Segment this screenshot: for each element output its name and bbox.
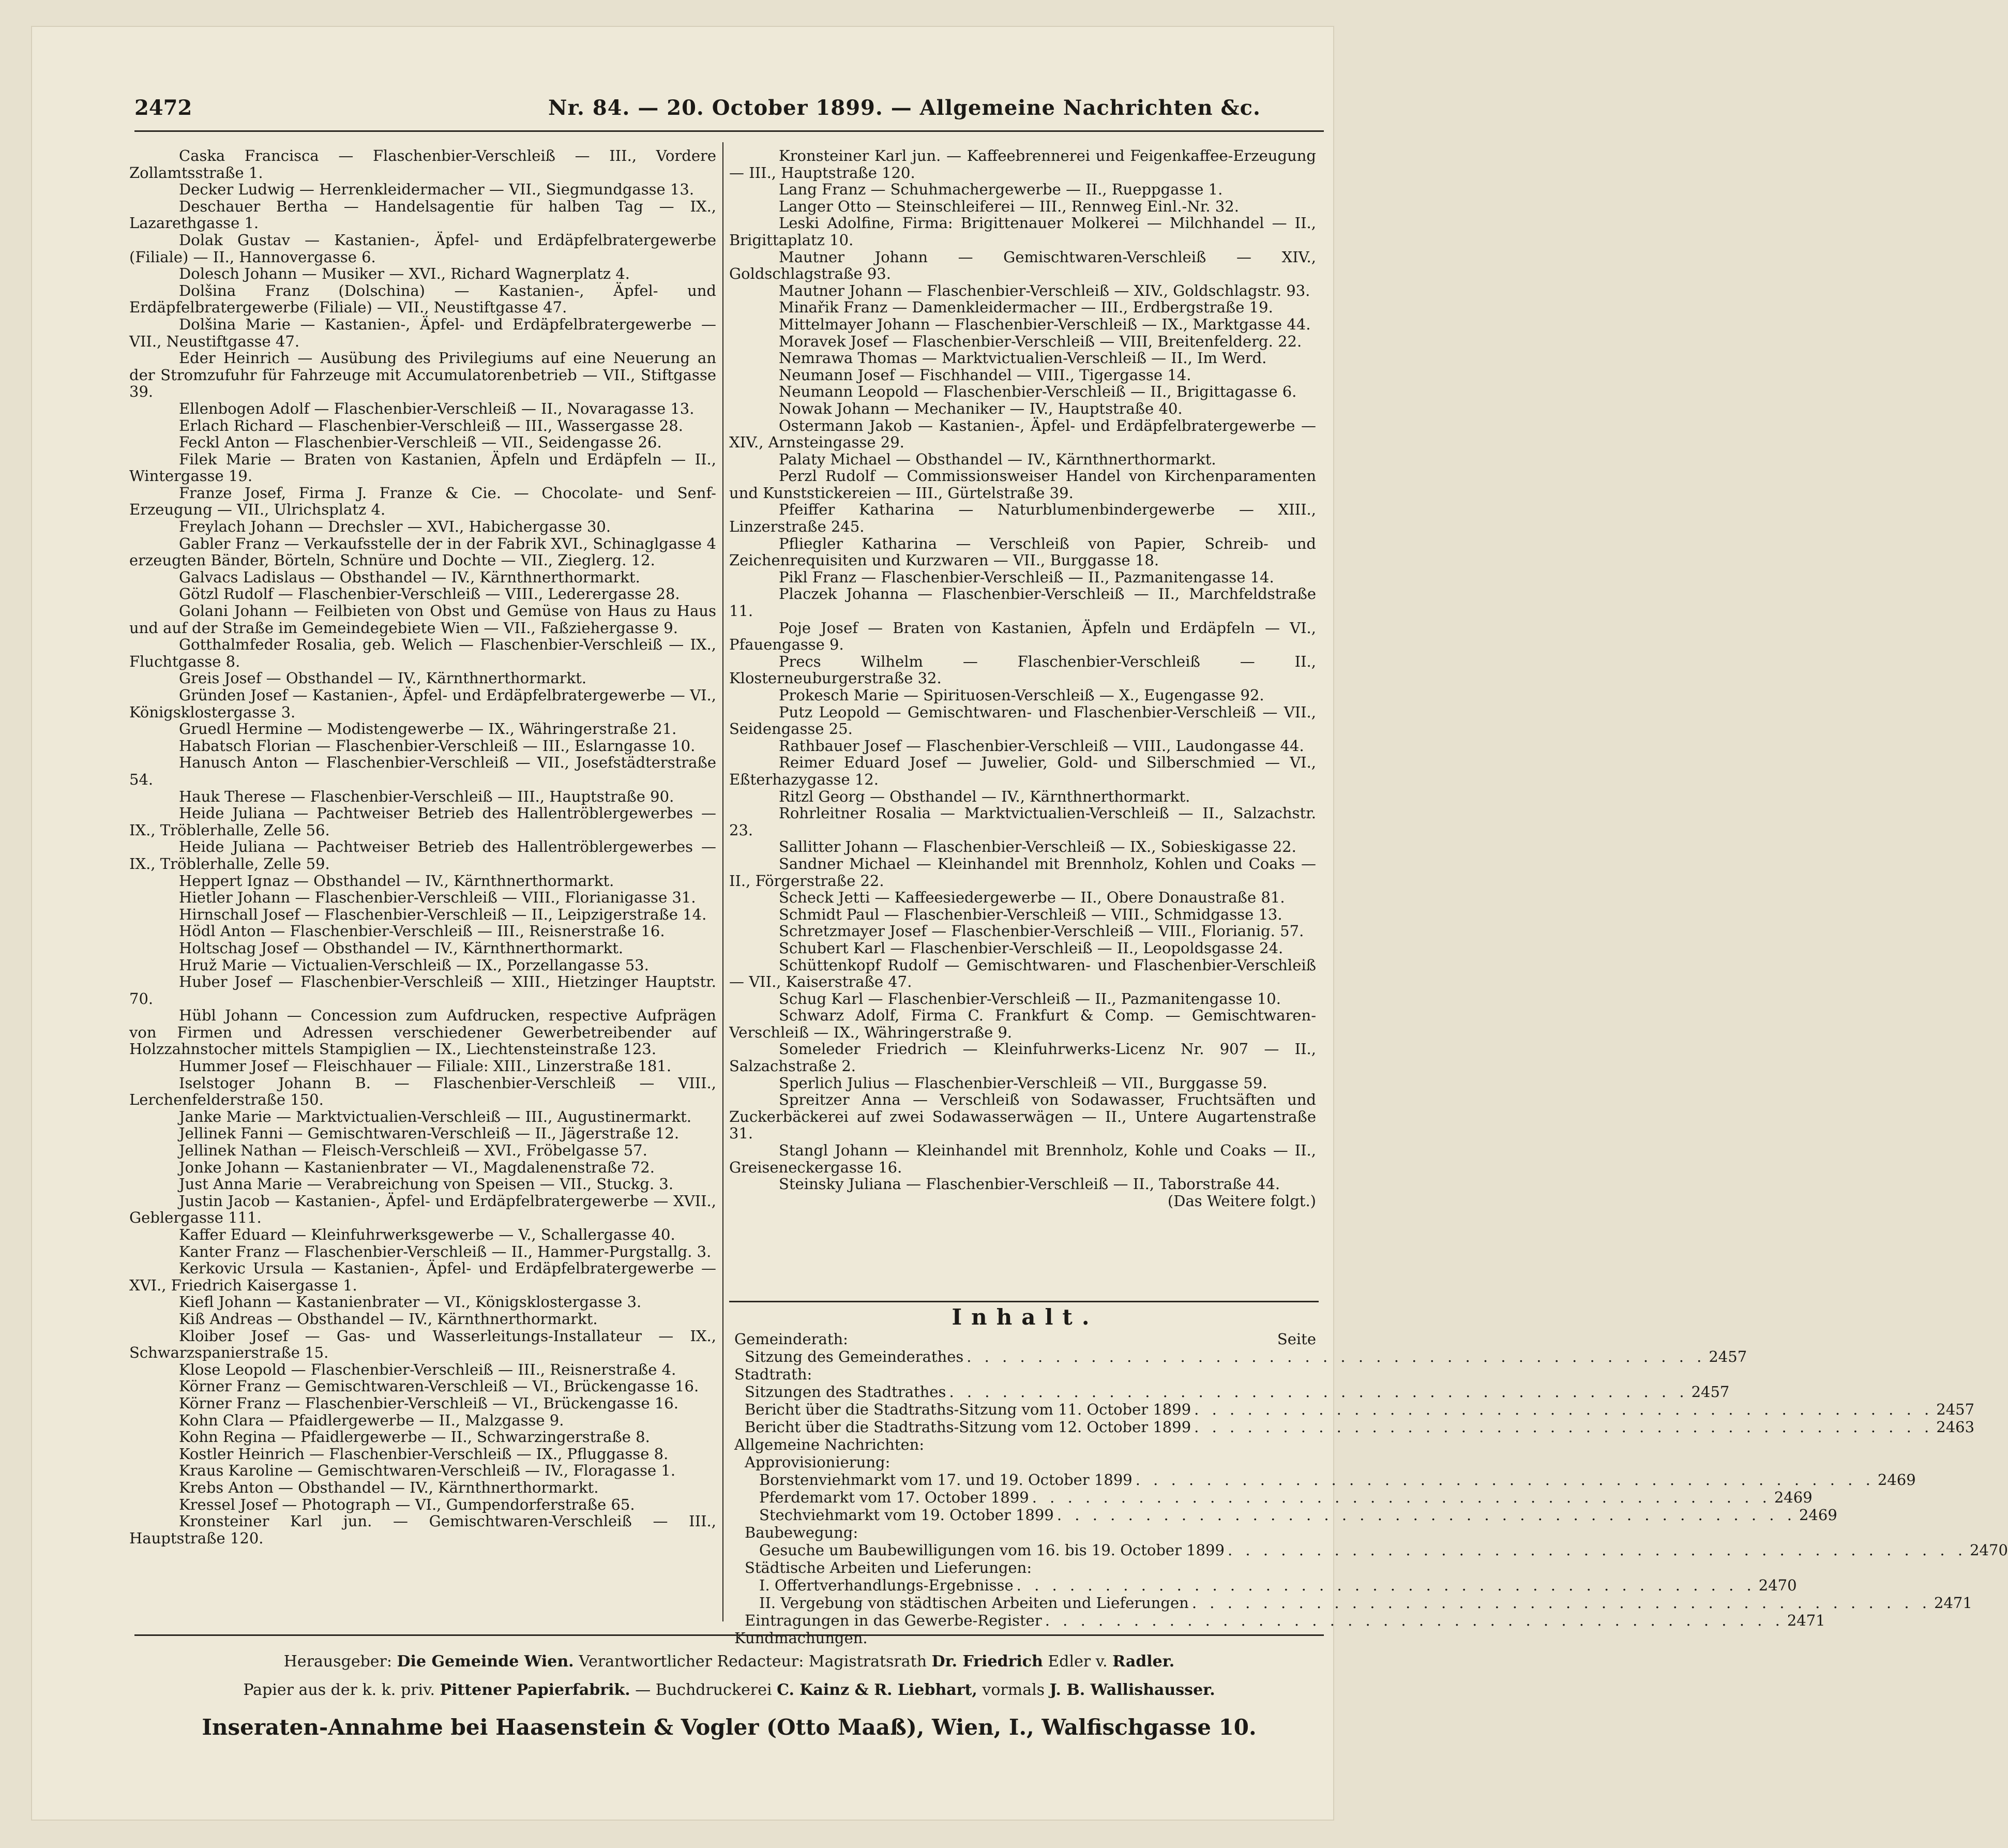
register-entry: Klose Leopold — Flaschenbier-Verschleiß — III., Reisnerstraße 4. [179, 1360, 676, 1378]
contents-header-row [734, 1330, 1316, 1348]
register-entry: Kohn Regina — Pfaidlergewerbe — II., Schwarzingerstraße 8. [179, 1428, 650, 1446]
register-entry: Reimer Eduard Josef — Juwelier, Gold- und Silberschmied — VI., Eßterhazygasse 12. [729, 754, 1316, 788]
register-entry: Pfeiffer Katharina — Naturblumenbindergewerbe — XIII., Linzerstraße 245. [729, 501, 1316, 536]
contents-page-number: 2470 [1758, 1576, 1797, 1594]
register-entry: Sperlich Julius — Flaschenbier-Verschleiß — VII., Burggasse 59. [779, 1074, 1267, 1092]
editor-name: Dr. Friedrich [931, 1652, 1043, 1671]
dot-leader: . . . . . . . . . . . . . . . . . . . . . . . . . . . . . . . . . . . . . . . . . . [1056, 1506, 1796, 1524]
contents-page-number: 2471 [1934, 1594, 1972, 1612]
contents-page-number: 2469 [1877, 1471, 1916, 1489]
register-entry: Neumann Leopold — Flaschenbier-Verschleiß — II., Brigittagasse 6. [779, 383, 1297, 401]
contents-label: II. Vergebung von städtischen Arbeiten und Lieferungen [759, 1594, 1189, 1612]
register-entry: Just Anna Marie — Verabreichung von Speisen — VII., Stuckg. 3. [179, 1175, 674, 1193]
dot-leader: . . . . . . . . . . . . . . . . . . . . . . . . . . . . . . . . . . . . . . . . . . [1191, 1594, 1931, 1612]
contents-row [734, 1541, 2008, 1559]
register-entry: Hauk Therese — Flaschenbier-Verschleiß — III., Hauptstraße 90. [179, 787, 674, 805]
contents-label: Bericht über die Stadtraths-Sitzung vom 12. October 1899 [745, 1418, 1191, 1436]
register-entry: Dolšina Franz (Dolschina) — Kastanien-, Äpfel- und Erdäpfelbratergewerbe (Filiale) — VII., Neustiftgasse 47. [129, 281, 716, 317]
contents-label: Allgemeine Nachrichten: [734, 1436, 925, 1453]
page-column-label: Seite [1277, 1330, 1316, 1348]
contents-row [734, 1489, 1813, 1506]
register-entry: Kanter Franz — Flaschenbier-Verschleiß — II., Hammer-Purgstallg. 3. [179, 1242, 712, 1260]
register-entry: Kraus Karoline — Gemischtwaren-Verschleiß — IV., Floragasse 1. [179, 1462, 676, 1480]
register-entry: Galvacs Ladislaus — Obsthandel — IV., Kärnthnerthormarkt. [179, 568, 640, 586]
dot-leader: . . . . . . . . . . . . . . . . . . . . . . . . . . . . . . . . . . . . . . . . . . [1016, 1576, 1756, 1594]
register-entry: Minařik Franz — Damenkleidermacher — III., Erdbergstraße 19. [779, 298, 1273, 317]
register-entry: Kaffer Eduard — Kleinfuhrwerksgewerbe — V., Schallergasse 40. [179, 1226, 675, 1243]
imprint-label: Herausgeber: [283, 1652, 392, 1671]
contents-row [734, 1383, 1730, 1401]
register-entry: Hirnschall Josef — Flaschenbier-Verschleiß — II., Leipzigerstraße 14. [179, 905, 707, 923]
contents-label: Bericht über die Stadtraths-Sitzung vom 11. October 1899 [745, 1401, 1191, 1418]
register-entry: Jellinek Fanni — Gemischtwaren-Verschleiß — II., Jägerstraße 12. [179, 1124, 680, 1143]
contents-row [734, 1524, 1316, 1541]
register-entry: Sallitter Johann — Flaschenbier-Verschleiß — IX., Sobieskigasse 22. [779, 838, 1296, 856]
contents-page-number: 2471 [1787, 1612, 1825, 1629]
table-of-contents [734, 1304, 2008, 1647]
register-entry: Hruž Marie — Victualien-Verschleiß — IX., Porzellangasse 53. [179, 956, 649, 974]
register-entry: Ritzl Georg — Obsthandel — IV., Kärnthnerthormarkt. [779, 787, 1190, 805]
register-entry: Rohrleitner Rosalia — Marktvictualien-Verschleiß — II., Salzachstr. 23. [729, 804, 1316, 839]
register-entry: Gruedl Hermine — Modistengewerbe — IX., Währingerstraße 21. [179, 720, 677, 738]
dot-leader: . . . . . . . . . . . . . . . . . . . . . . . . . . . . . . . . . . . . . . . . . . [1045, 1612, 1784, 1629]
contents-row [734, 1559, 1316, 1576]
contents-row [734, 1436, 1316, 1453]
register-entry: Ellenbogen Adolf — Flaschenbier-Verschleiß — II., Novaragasse 13. [179, 399, 695, 417]
contents-label: Sitzung des Gemeinderathes [745, 1348, 964, 1365]
paper-label: Papier aus der k. k. priv. [243, 1681, 435, 1699]
register-entry: Lang Franz — Schuhmachergewerbe — II., Rueppgasse 1. [779, 181, 1223, 199]
contents-title: Inhalt. [952, 1304, 1099, 1330]
register-entry: Schretzmayer Josef — Flaschenbier-Verschleiß — VIII., Florianig. 57. [779, 922, 1304, 940]
contents-label: Approvisionierung: [745, 1453, 890, 1471]
register-entry: Hietler Johann — Flaschenbier-Verschleiß — VIII., Florianigasse 31. [179, 889, 696, 907]
dot-leader: . . . . . . . . . . . . . . . . . . . . . . . . . . . . . . . . . . . . . . . . . . [1227, 1541, 1967, 1559]
register-entry: Krebs Anton — Obsthandel — IV., Kärnthnerthormarkt. [179, 1478, 599, 1496]
register-entry: Gründen Josef — Kastanien-, Äpfel- und Erdäpfelbratergewerbe — VI., Königsklostergasse 3. [129, 686, 716, 721]
contents-page-number: 2463 [1936, 1418, 1975, 1436]
register-entry: Nemrawa Thomas — Marktvictualien-Verschleiß — II., Im Werd. [779, 349, 1267, 367]
register-entry: Eder Heinrich — Ausübung des Privilegiums auf eine Neuerung an der Stromzufuhr für Fahrzeuge mit Accumulatorenbetrieb — VII., Stiftgasse 39. [129, 349, 716, 401]
dot-leader: . . . . . . . . . . . . . . . . . . . . . . . . . . . . . . . . . . . . . . . . . . [949, 1383, 1688, 1401]
register-entry: Caska Francisca — Flaschenbier-Verschleiß — III., Vordere Zollamtsstraße 1. [129, 147, 716, 182]
register-entry: Dolesch Johann — Musiker — XVI., Richard Wagnerplatz 4. [179, 265, 630, 283]
register-entry: Nowak Johann — Mechaniker — IV., Hauptstraße 40. [779, 399, 1183, 417]
register-entry: Schubert Karl — Flaschenbier-Verschleiß — II., Leopoldsgasse 24. [779, 939, 1284, 957]
imprint-publisher [134, 1652, 1324, 1671]
register-entry: Filek Marie — Braten von Kastanien, Äpfeln und Erdäpfeln — II., Wintergasse 19. [129, 450, 716, 485]
register-entry: Putz Leopold — Gemischtwaren- und Flaschenbier-Verschleiß — VII., Seidengasse 25. [729, 703, 1316, 738]
contents-label: Eintragungen in das Gewerbe-Register [745, 1612, 1042, 1629]
column-divider [722, 142, 723, 1621]
contents-row [734, 1594, 1972, 1612]
running-title: Nr. 84. — 20. October 1899. — Allgemeine Nachrichten &c. [548, 96, 1261, 120]
register-entry: Kronsteiner Karl jun. — Kaffeebrennerei und Feigenkaffee-Erzeugung — III., Hauptstraße 120. [729, 147, 1316, 182]
left-column [129, 147, 716, 1546]
register-entry: Körner Franz — Gemischtwaren-Verschleiß — VI., Brückengasse 16. [179, 1377, 699, 1395]
dot-leader: . . . . . . . . . . . . . . . . . . . . . . . . . . . . . . . . . . . . . . . . . . [1032, 1489, 1771, 1506]
printer-label: — Buchdruckerei [635, 1681, 772, 1699]
contents-row [734, 1612, 1825, 1629]
register-entry: Schüttenkopf Rudolf — Gemischtwaren- und Flaschenbier-Verschleiß — VII., Kaiserstraße 47. [729, 956, 1316, 991]
register-entry: Iselstoger Johann B. — Flaschenbier-Verschleiß — VIII., Lerchenfelderstraße 150. [129, 1074, 716, 1109]
register-entry: Palaty Michael — Obsthandel — IV., Kärnthnerthormarkt. [779, 450, 1216, 468]
contents-first-heading: Gemeinderath: [734, 1330, 848, 1348]
register-entry: Rathbauer Josef — Flaschenbier-Verschleiß — VIII., Laudongasse 44. [779, 737, 1304, 755]
register-entry: Perzl Rudolf — Commissionsweiser Handel von Kirchenparamenten und Kunststickereien — III., Gürtelstraße 39. [729, 467, 1316, 502]
contents-label: Städtische Arbeiten und Lieferungen: [745, 1559, 1032, 1576]
register-entry: Stangl Johann — Kleinhandel mit Brennholz, Kohle und Coaks — II., Greiseneckergasse 16. [729, 1141, 1316, 1176]
register-entry: Erlach Richard — Flaschenbier-Verschleiß — III., Wassergasse 28. [179, 416, 683, 434]
register-entry: Prokesch Marie — Spirituosen-Verschleiß — X., Eugengasse 92. [779, 686, 1264, 704]
contents-label: Borstenviehmarkt vom 17. und 19. October 1899 [759, 1471, 1133, 1489]
register-entry: Gotthalmfeder Rosalia, geb. Welich — Flaschenbier-Verschleiß — IX., Fluchtgasse 8. [129, 636, 716, 670]
contents-row [734, 1418, 1975, 1436]
register-entry: Leski Adolfine, Firma: Brigittenauer Molkerei — Milchhandel — II., Brigittaplatz 10. [729, 214, 1316, 249]
continued-note: (Das Weitere folgt.) [1167, 1192, 1316, 1210]
register-entry: Kerkovic Ursula — Kastanien-, Äpfel- und Erdäpfelbratergewerbe — XVI., Friedrich Kaisergasse 1. [129, 1259, 716, 1294]
contents-row [734, 1453, 1316, 1471]
register-entry: Poje Josef — Braten von Kastanien, Äpfeln und Erdäpfeln — VI., Pfauengasse 9. [729, 619, 1316, 654]
register-entry: Heide Juliana — Pachtweiser Betrieb des Hallentröblergewerbes — IX., Tröblerhalle, Zelle 56. [129, 804, 716, 839]
editor-surname: Radler. [1112, 1652, 1175, 1671]
contents-label: Baubewegung: [745, 1524, 858, 1541]
register-entry: Decker Ludwig — Herrenkleidermacher — VII., Siegmundgasse 13. [179, 181, 695, 199]
register-entry: Schwarz Adolf, Firma C. Frankfurt & Comp. — Gemischtwaren-Verschleiß — IX., Währingerstraße 9. [729, 1006, 1316, 1041]
register-entry: Hödl Anton — Flaschenbier-Verschleiß — III., Reisnerstraße 16. [179, 922, 665, 940]
register-entry: Hanusch Anton — Flaschenbier-Verschleiß — VII., Josefstädterstraße 54. [129, 754, 716, 788]
register-entry: Schmidt Paul — Flaschenbier-Verschleiß — VIII., Schmidgasse 13. [779, 905, 1282, 923]
paper-mill: Pittener Papierfabrik. [440, 1681, 630, 1699]
contents-row [734, 1471, 1916, 1489]
imprint-printer [134, 1681, 1324, 1699]
contents-page-number: 2470 [1970, 1541, 2008, 1559]
formerly-label: vormals [982, 1681, 1045, 1699]
register-entry: Körner Franz — Flaschenbier-Verschleiß — VI., Brückengasse 16. [179, 1394, 678, 1412]
register-entry: Habatsch Florian — Flaschenbier-Verschleiß — III., Eslarngasse 10. [179, 737, 696, 755]
dot-leader: . . . . . . . . . . . . . . . . . . . . . . . . . . . . . . . . . . . . . . . . . . [967, 1348, 1706, 1365]
printer-name: C. Kainz & R. Liebhart, [777, 1681, 977, 1699]
header-rule [134, 130, 1324, 132]
register-entry: Neumann Josef — Fischhandel — VIII., Tigergasse 14. [779, 366, 1191, 384]
register-entry: Schug Karl — Flaschenbier-Verschleiß — II., Pazmanitengasse 10. [779, 989, 1281, 1008]
register-entry: Someleder Friedrich — Kleinfuhrwerks-Licenz Nr. 907 — II., Salzachstraße 2. [729, 1040, 1316, 1075]
contents-list [734, 1330, 2008, 1647]
register-entry: Steinsky Juliana — Flaschenbier-Verschleiß — II., Taborstraße 44. [779, 1175, 1280, 1193]
contents-label: Kundmachungen. [734, 1629, 868, 1647]
contents-row [734, 1506, 1837, 1524]
register-entry: Franze Josef, Firma J. Franze & Cie. — Chocolate- und Senf-Erzeugung — VII., Ulrichsplatz 4. [129, 484, 716, 519]
contents-label: Stechviehmarkt vom 19. October 1899 [759, 1506, 1054, 1524]
register-entry: Langer Otto — Steinschleiferei — III., Rennweg Einl.-Nr. 32. [779, 197, 1239, 215]
former-printer: J. B. Wallishausser. [1049, 1681, 1215, 1699]
contents-row [734, 1401, 1975, 1418]
contents-page-number: 2469 [1774, 1489, 1813, 1506]
dot-leader: . . . . . . . . . . . . . . . . . . . . . . . . . . . . . . . . . . . . . . . . . . [1135, 1471, 1875, 1489]
contents-page-number: 2457 [1936, 1401, 1975, 1418]
register-entry: Gabler Franz — Verkaufsstelle der in der Fabrik XVI., Schinaglgasse 4 erzeugten Bänder, Börteln, Schnüre und Dochte — VII., Zieglerg. 12. [129, 534, 716, 569]
register-entry: Freylach Johann — Drechsler — XVI., Habichergasse 30. [179, 518, 611, 536]
register-entry: Kronsteiner Karl jun. — Gemischtwaren-Verschleiß — III., Hauptstraße 120. [129, 1512, 716, 1547]
contents-page-number: 2457 [1691, 1383, 1730, 1401]
register-entry: Kiß Andreas — Obsthandel — IV., Kärnthnerthormarkt. [179, 1310, 598, 1328]
register-entry: Kressel Josef — Photograph — VI., Gumpendorferstraße 65. [179, 1495, 635, 1513]
register-entry: Pfliegler Katharina — Verschleiß von Papier, Schreib- und Zeichenrequisiten und Kurzwaren — VII., Burggasse 18. [729, 534, 1316, 569]
register-entry: Dolak Gustav — Kastanien-, Äpfel- und Erdäpfelbratergewerbe (Filiale) — II., Hannovergasse 6. [129, 231, 716, 266]
register-entry: Mittelmayer Johann — Flaschenbier-Verschleiß — IX., Marktgasse 44. [779, 315, 1311, 333]
register-entry: Pikl Franz — Flaschenbier-Verschleiß — II., Pazmanitengasse 14. [779, 568, 1274, 586]
contents-page-number: 2457 [1709, 1348, 1747, 1365]
footer-rule [134, 1634, 1324, 1636]
editor-label: Verantwortlicher Redacteur: Magistratsrath [579, 1652, 927, 1671]
register-entry: Scheck Jetti — Kaffeesiedergewerbe — II., Obere Donaustraße 81. [779, 889, 1285, 907]
register-entry: Jonke Johann — Kastanienbrater — VI., Magdalenenstraße 72. [179, 1158, 655, 1176]
contents-label: Stadtrath: [734, 1365, 812, 1383]
page-number: 2472 [134, 96, 192, 120]
register-entry: Kohn Clara — Pfaidlergewerbe — II., Malzgasse 9. [179, 1411, 564, 1429]
contents-row [734, 1629, 1316, 1647]
register-entry: Kostler Heinrich — Flaschenbier-Verschleiß — IX., Pfluggasse 8. [179, 1445, 669, 1463]
register-entry: Jellinek Nathan — Fleisch-Verschleiß — XVI., Fröbelgasse 57. [179, 1141, 647, 1160]
register-entry: Moravek Josef — Flaschenbier-Verschleiß — VIII, Breitenfelderg. 22. [779, 332, 1302, 350]
dot-leader: . . . . . . . . . . . . . . . . . . . . . . . . . . . . . . . . . . . . . . . . . . [1194, 1418, 1934, 1436]
contents-label: Gesuche um Baubewilligungen vom 16. bis 19. October 1899 [759, 1541, 1225, 1559]
page-header [134, 91, 1324, 127]
advert-notice: Inseraten-Annahme bei Haasenstein & Vogler (Otto Maaß), Wien, I., Walfischgasse 10. [202, 1715, 1257, 1740]
register-entry: Deschauer Bertha — Handelsagentie für halben Tag — IX., Lazarethgasse 1. [129, 197, 716, 232]
contents-row [734, 1576, 1797, 1594]
contents-label: I. Offertverhandlungs-Ergebnisse [759, 1576, 1014, 1594]
publisher-name: Die Gemeinde Wien. [397, 1652, 574, 1671]
register-entry: Mautner Johann — Flaschenbier-Verschleiß — XIV., Goldschlagstr. 93. [779, 281, 1310, 299]
dot-leader: . . . . . . . . . . . . . . . . . . . . . . . . . . . . . . . . . . . . . . . . . . [1194, 1401, 1934, 1418]
register-entry: Mautner Johann — Gemischtwaren-Verschleiß — XIV., Goldschlagstraße 93. [729, 248, 1316, 283]
register-entry: Kiefl Johann — Kastanienbrater — VI., Königsklostergasse 3. [179, 1293, 642, 1311]
register-entry: Precs Wilhelm — Flaschenbier-Verschleiß — II., Klosterneuburgerstraße 32. [729, 652, 1316, 687]
contents-row [734, 1365, 1316, 1383]
register-entry: Götzl Rudolf — Flaschenbier-Verschleiß — VIII., Lederergasse 28. [179, 585, 680, 603]
register-entry: Dolšina Marie — Kastanien-, Äpfel- und Erdäpfelbratergewerbe — VII., Neustiftgasse 47. [129, 315, 716, 350]
register-entry: Feckl Anton — Flaschenbier-Verschleiß — VII., Seidengasse 26. [179, 433, 662, 452]
register-entry: Golani Johann — Feilbieten von Obst und Gemüse von Haus zu Haus und auf der Straße im Gemeindegebiete Wien — VII., Faßziehergasse 9. [129, 602, 716, 637]
register-entry: Placzek Johanna — Flaschenbier-Verschleiß — II., Marchfeldstraße 11. [729, 585, 1316, 620]
register-entry: Greis Josef — Obsthandel — IV., Kärnthnerthormarkt. [179, 669, 587, 687]
register-entry: Spreitzer Anna — Verschleiß von Sodawasser, Fruchtsäften und Zuckerbäckerei auf zwei Sodawasserwägen — II., Untere Augartenstraße 31. [729, 1091, 1316, 1143]
register-entry: Janke Marie — Marktvictualien-Verschleiß — III., Augustinermarkt. [179, 1107, 692, 1125]
register-entry: Justin Jacob — Kastanien-, Äpfel- und Erdäpfelbratergewerbe — XVII., Geblergasse 111. [129, 1192, 716, 1227]
register-entry: Kloiber Josef — Gas- und Wasserleitungs-Installateur — IX., Schwarzspanierstraße 15. [129, 1327, 716, 1362]
contents-label: Sitzungen des Stadtrathes [745, 1383, 946, 1401]
register-entry: Huber Josef — Flaschenbier-Verschleiß — XIII., Hietzinger Hauptstr. 70. [129, 973, 716, 1008]
contents-row [734, 1348, 1747, 1365]
register-entry: Hübl Johann — Concession zum Aufdrucken, respective Aufprägen von Firmen und Adressen verschiedener Gewerbetreibender auf Holzzahnstocher mittels Stampiglien — IX., Liechtensteinstraße 123. [129, 1006, 716, 1058]
register-entry: Ostermann Jakob — Kastanien-, Äpfel- und Erdäpfelbratergewerbe — XIV., Arnsteingasse 29. [729, 416, 1316, 452]
register-entry: Hummer Josef — Fleischhauer — Filiale: XIII., Linzerstraße 181. [179, 1057, 672, 1075]
register-entry: Heide Juliana — Pachtweiser Betrieb des Hallentröblergewerbes — IX., Tröblerhalle, Zelle 59. [129, 838, 716, 873]
contents-rule [729, 1301, 1319, 1302]
contents-page-number: 2469 [1799, 1506, 1837, 1524]
right-column [729, 147, 1316, 1209]
editor-title: Edler v. [1048, 1652, 1108, 1671]
register-entry: Sandner Michael — Kleinhandel mit Brennholz, Kohlen und Coaks — II., Förgerstraße 22. [729, 854, 1316, 890]
contents-label: Pferdemarkt vom 17. October 1899 [759, 1489, 1029, 1506]
register-entry: Holtschag Josef — Obsthandel — IV., Kärnthnerthormarkt. [179, 939, 624, 957]
register-entry: Heppert Ignaz — Obsthandel — IV., Kärnthnerthormarkt. [179, 872, 614, 890]
